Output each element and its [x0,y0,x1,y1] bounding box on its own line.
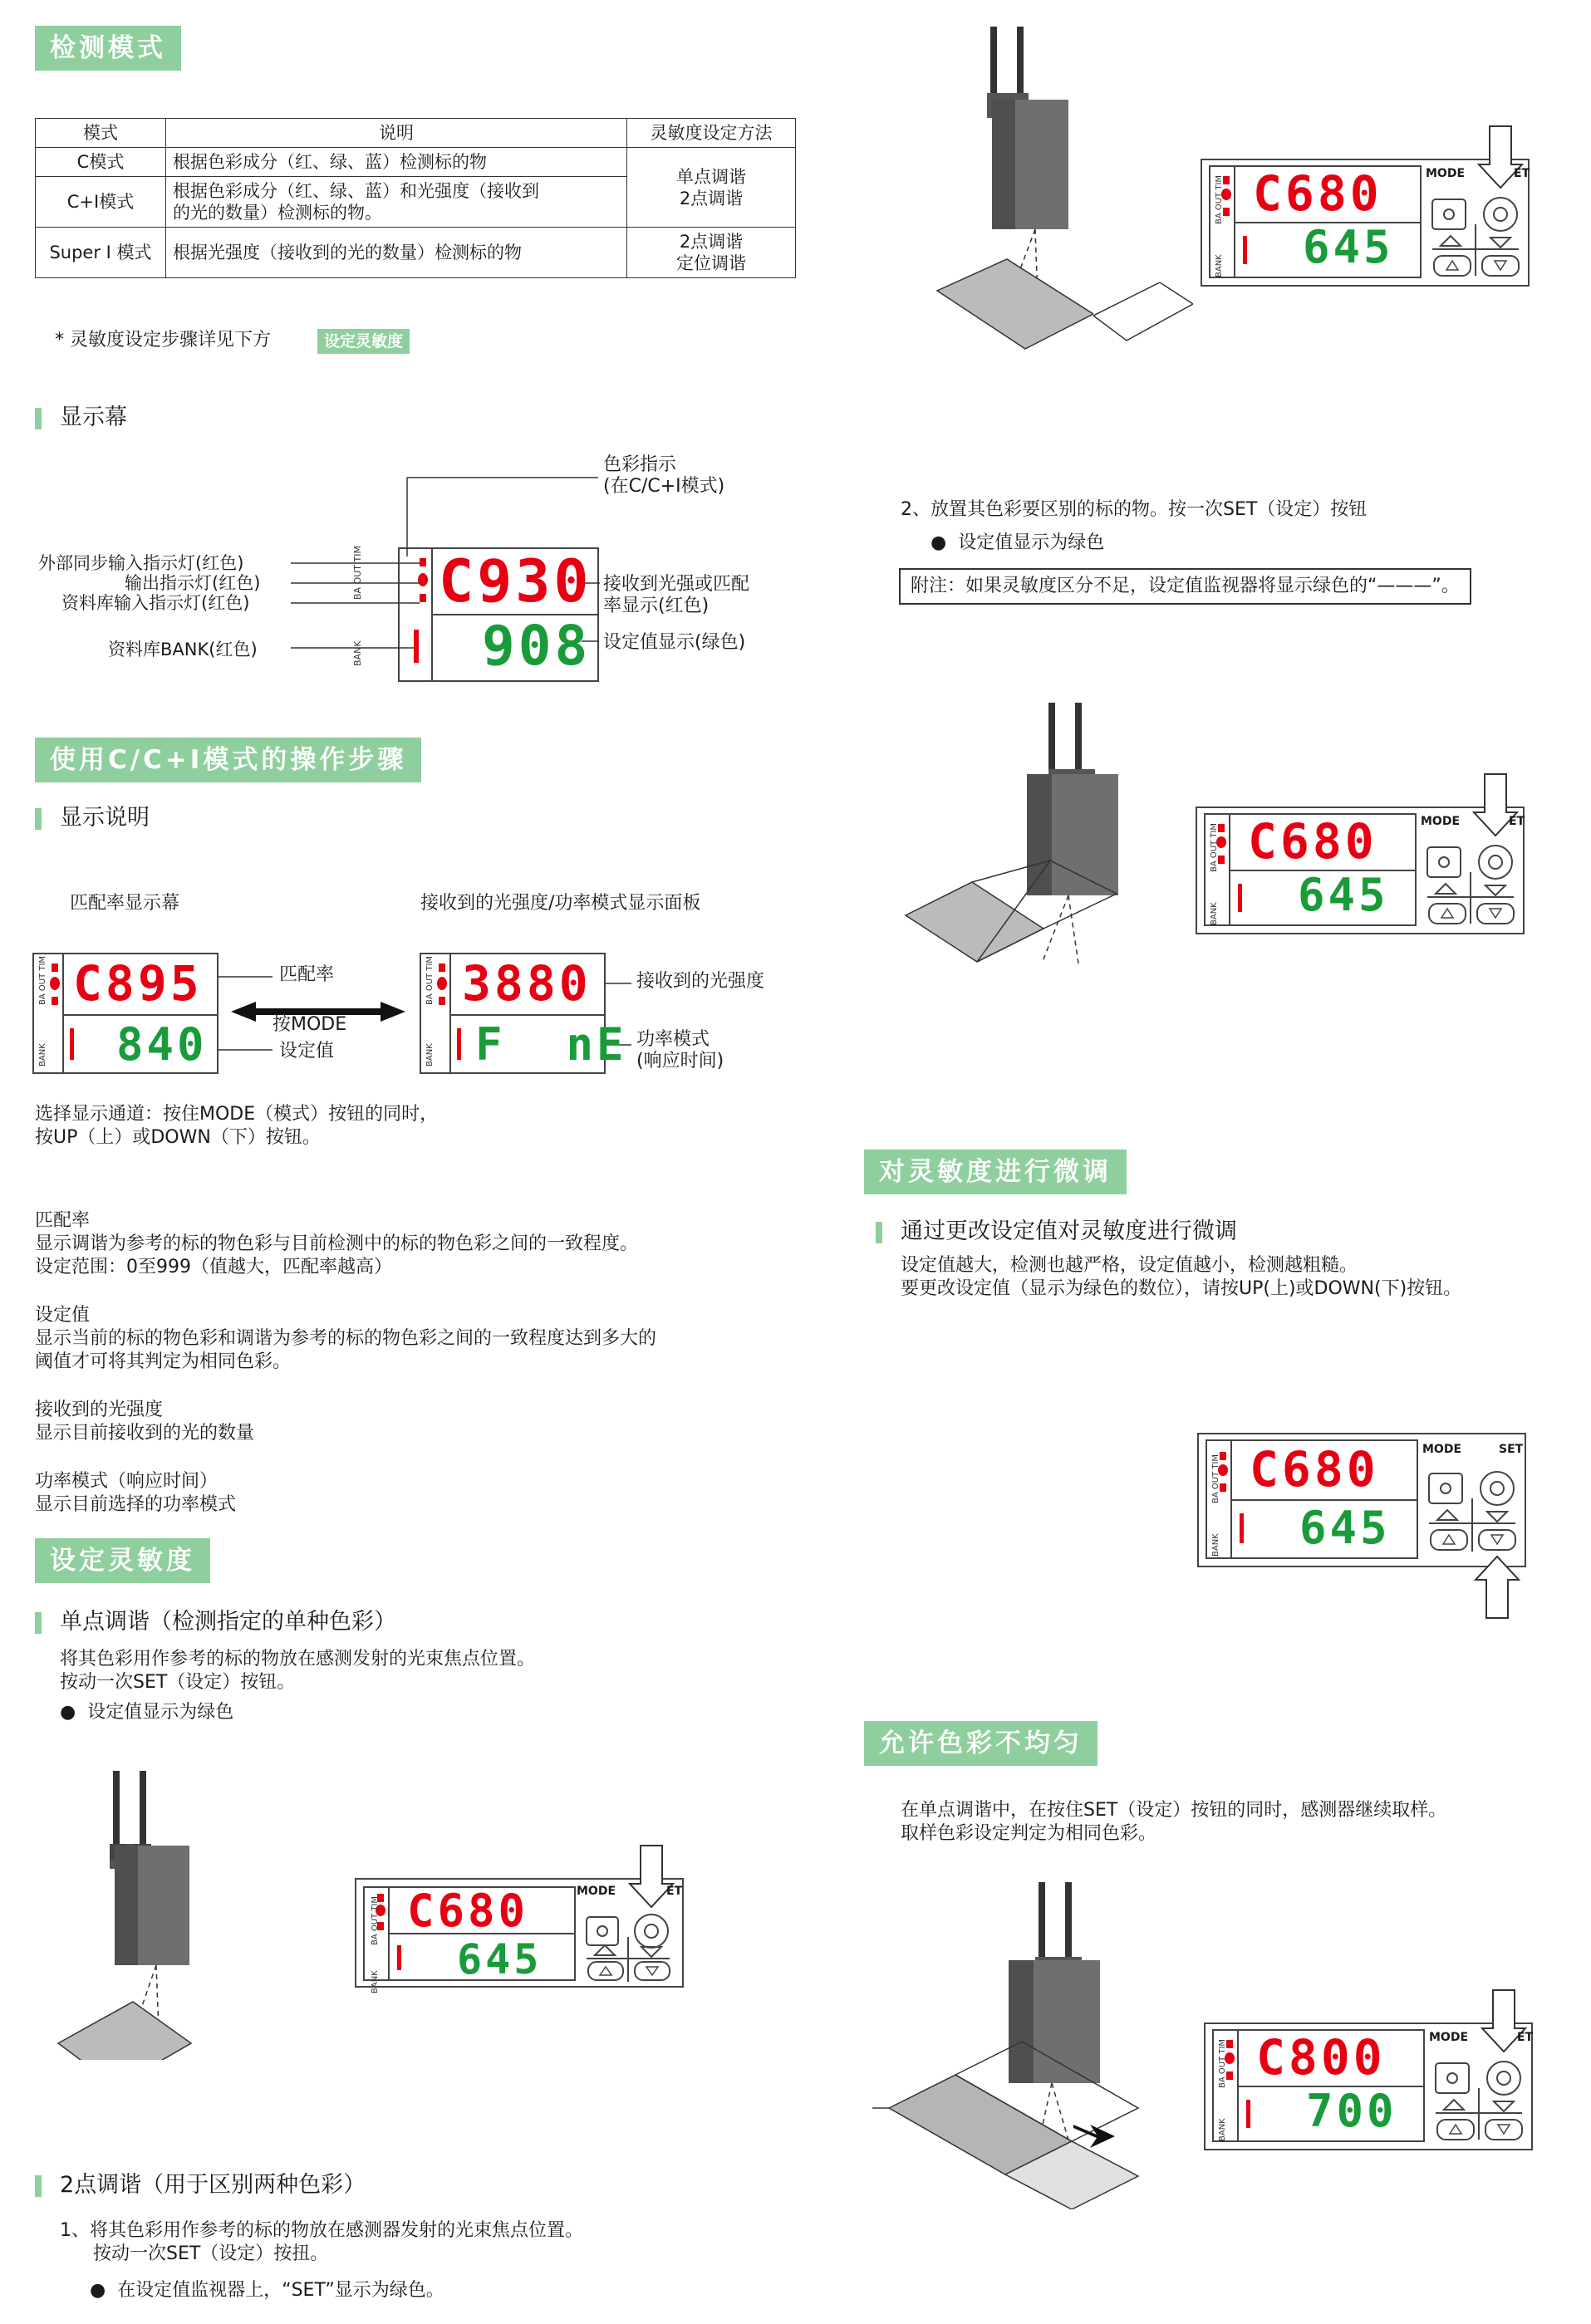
sensor-illustration [902,698,1143,972]
def-title: 匹配率 [35,1210,91,1231]
side-label-bank: BANK [1210,902,1219,925]
panel-green-value: 645 [457,1935,543,1983]
label-recv-light: 接收到的光强度 [636,971,765,992]
label-press-mode: 按MODE [273,1014,347,1035]
table-header-mode: 模式 [36,119,166,148]
sensor-illustration [927,23,1093,355]
panel-red-value: C680 [1248,813,1377,870]
heading-fine-tune: 通过更改设定值对灵敏度进行微调 [901,1218,1237,1244]
sensor-illustration [872,1877,1205,2209]
label-color-indicator: 色彩指示 [603,454,677,475]
side-label-top: BA OUT TIM [1210,822,1219,872]
match-red-value: C895 [73,955,203,1012]
footnote-tag[interactable]: 设定灵敏度 [317,329,410,354]
heading-show: 显示说明 [60,805,150,831]
banner-sensitivity: 设定灵敏度 [35,1538,210,1583]
panel-green-value: 645 [1298,869,1389,921]
bullet-icon: ● [90,2280,118,2301]
set-button-label: ET [666,1885,683,1898]
set-button-label: ET [1514,167,1530,180]
side-label-bank: BANK [1211,1533,1220,1557]
def-line: 设定范围：0至999（值越大，匹配率越高） [35,1257,392,1277]
display-green-value: 908 [482,614,592,678]
panel-red-value: C680 [407,1885,529,1937]
banner-detect-mode: 检测模式 [35,26,181,71]
bullet-icon: ● [60,1702,88,1723]
panel-green-value: 700 [1306,2085,1397,2137]
sensor-illustration [50,1761,216,2060]
def-title: 设定值 [35,1305,91,1326]
side-label-top: BA OUT TIM [425,955,435,1005]
method-line: 2点调谐 [679,188,744,208]
mode-button-label: MODE [577,1885,616,1898]
side-label-bank: BANK [352,640,363,666]
uneven-line1: 在单点调谐中，在按住SET（设定）按钮的同时，感测器继续取样。 [901,1800,1447,1821]
bullet-text: 在设定值监视器上，“SET”显示为绿色。 [117,2280,444,2301]
label-recv-or-match-sub: 率显示(红色) [603,596,710,616]
mode-button-label: MODE [1429,2031,1469,2044]
table-header-method: 灵敏度设定方法 [627,119,796,148]
def-line: 显示目前选择的功率模式 [35,1494,237,1515]
mode-button-label: MODE [1421,815,1461,828]
side-label-top: BA OUT TIM [1218,2038,1227,2088]
fine-tune-line2: 要更改设定值（显示为绿色的数位），请按UP(上)或DOWN(下)按钮。 [901,1278,1462,1299]
side-label-bank: BANK [425,1043,435,1066]
fine-tune-line1: 设定值越大，检测也越严格，设定值越小，检测越粗糙。 [901,1255,1358,1276]
mode-button-label: MODE [1422,1443,1462,1456]
method-line: 2点调谐 [679,232,744,252]
def-line: 阈值才可将其判定为相同色彩。 [35,1351,292,1372]
table-header-desc: 说明 [166,119,627,148]
table-cell-desc: 根据光强度（接收到的光的数量）检测标的物 [166,228,627,278]
footnote: * 灵敏度设定步骤详见下方 [55,330,271,351]
label-color-indicator-sub: (在C/C+I模式) [603,476,725,497]
def-line: 显示目前接收到的光的数量 [35,1423,255,1444]
side-label-bank: BANK [1215,254,1224,277]
single-tune-bullet [60,1701,233,1724]
table-cell-mode: C模式 [36,148,166,177]
table-cell-desc [166,177,627,228]
target-sheet [1093,282,1193,374]
power-green-value: F nE [475,1018,627,1071]
table-cell-desc: 根据色彩成分（红、绿、蓝）检测标的物 [166,148,627,177]
label-set-value-display: 设定值显示(绿色) [603,632,746,653]
label-output: 输出指示灯(红色) [125,573,261,593]
label-bank: 资料库BANK(红色) [108,640,258,659]
side-label-top: BA OUT TIM [371,1895,380,1945]
label-power-mode-sub: (响应时间) [636,1051,724,1071]
def-title: 接收到的光强度 [35,1400,164,1420]
label-recv-or-match: 接收到光强或匹配 [603,574,750,595]
display-red-value: C930 [439,547,592,615]
match-panel-title: 匹配率显示幕 [70,893,180,914]
set-button-label: ET [1509,815,1525,828]
bullet-text: 设定值显示为绿色 [958,532,1105,553]
panel-red-value: C680 [1253,165,1382,222]
banner-uneven-color: 允许色彩不均匀 [864,1721,1097,1766]
def-title: 功率模式（响应时间） [35,1471,219,1492]
select-channel-line1: 选择显示通道：按住MODE（模式）按钮的同时， [35,1104,439,1125]
two-point-bullet [90,2279,444,2302]
mode-table [35,118,796,278]
desc-line: 根据色彩成分（红、绿、蓝）和光强度（接收到 [173,181,539,201]
set-button-label: ET [1517,2031,1534,2044]
side-label-top: BA OUT TIM [38,955,47,1005]
table-cell-method [627,148,796,228]
desc-line: 的光的数量）检测标的物。 [173,203,382,223]
single-tune-line1: 将其色彩用作参考的标的物放在感测发射的光束焦点位置。 [60,1649,536,1669]
table-cell-mode: C+I模式 [36,177,166,228]
side-label-bank: BANK [1218,2118,1227,2141]
select-channel-line2: 按UP（上）或DOWN（下）按钮。 [35,1127,321,1148]
method-line: 单点调谐 [676,166,746,187]
panel-red-value: C800 [1256,2029,1386,2086]
banner-ops: 使用C/C+I模式的操作步骤 [35,738,421,782]
table-cell-mode: Super I 模式 [36,228,166,278]
label-ext-sync: 外部同步输入指示灯(红色) [38,553,244,573]
heading-single-tune: 单点调谐（检测指定的单种色彩） [60,1609,396,1635]
label-power-mode: 功率模式 [636,1029,710,1050]
single-tune-line2: 按动一次SET（设定）按钮。 [60,1672,296,1693]
two-point-line1: 1、将其色彩用作参考的标的物放在感测器发射的光束焦点位置。 [60,2220,583,2241]
step2-bullet [931,532,1104,555]
heading-display: 显示幕 [60,404,127,430]
match-green-value: 840 [116,1018,208,1071]
banner-fine-tune: 对灵敏度进行微调 [864,1150,1127,1194]
label-set-value: 设定值 [279,1041,335,1061]
panel-red-value: C680 [1250,1441,1379,1498]
panel-green-value: 645 [1299,1502,1391,1554]
side-label-top: BA OUT TIM [1215,174,1224,224]
bullet-text: 设定值显示为绿色 [87,1702,234,1723]
two-point-line2: 按动一次SET（设定）按扭。 [93,2243,329,2264]
power-red-value: 3880 [462,955,592,1012]
method-line: 定位调谐 [676,253,746,273]
label-bank-input: 资料库输入指示灯(红色) [61,593,250,613]
side-label-top: BA OUT TIM [1211,1454,1220,1503]
mode-button-label: MODE [1426,167,1466,180]
panel-green-value: 645 [1303,221,1394,273]
side-label-top: BA OUT TIM [352,546,363,600]
def-line: 显示调谐为参考的标的物色彩与目前检测中的标的物色彩之间的一致程度。 [35,1233,639,1254]
step2-text: 2、放置其色彩要区别的标的物。按一次SET（设定）按钮 [901,499,1368,520]
note-box: 附注：如果灵敏度区分不足，设定值监视器将显示绿色的“———”。 [899,568,1471,605]
bullet-icon: ● [931,532,959,553]
power-panel-title: 接收到的光强度/功率模式显示面板 [420,893,701,914]
heading-two-point: 2点调谐（用于区别两种色彩） [60,2172,366,2198]
label-match-rate: 匹配率 [279,964,335,985]
side-label-bank: BANK [38,1043,47,1066]
side-label-bank: BANK [371,1970,380,1993]
table-cell-method [627,228,796,278]
def-line: 显示当前的标的物色彩和调谐为参考的标的物色彩之间的一致程度达到多大的 [35,1328,657,1349]
set-button-label: SET [1499,1443,1524,1456]
uneven-line2: 取样色彩设定判定为相同色彩。 [901,1823,1157,1844]
